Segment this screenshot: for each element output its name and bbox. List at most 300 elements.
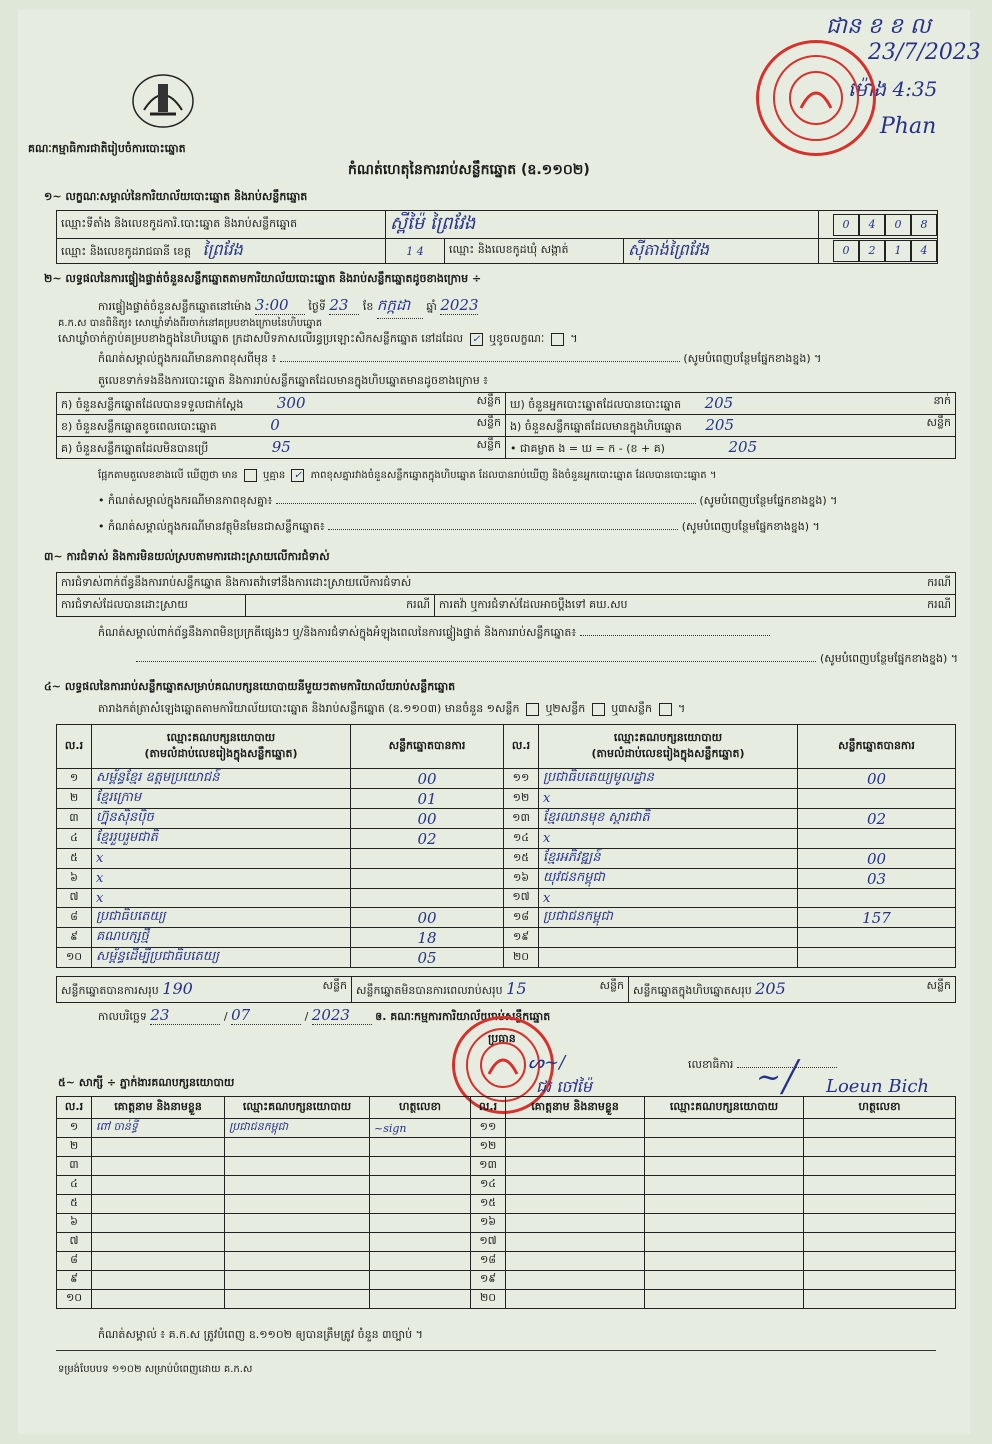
figure-unit: សន្លឹក <box>926 415 951 429</box>
witness-signature <box>370 1157 471 1176</box>
bottom-divider <box>56 1350 936 1351</box>
witness-name <box>506 1214 645 1233</box>
col-sign: ហត្ថលេខា <box>804 1097 956 1119</box>
intact-checkbox[interactable]: ✓ <box>470 333 483 346</box>
row-number: ៤ <box>57 829 92 849</box>
witness-row <box>57 1138 956 1157</box>
figure-value: 0 <box>270 415 280 434</box>
note1-line <box>98 352 958 368</box>
col-party-label: ឈ្មោះគណបក្សនយោបាយ <box>613 730 723 744</box>
witness-party <box>645 1138 804 1157</box>
row-number: ៨ <box>57 1252 92 1271</box>
section3-table <box>56 572 956 617</box>
figure-label: ខ) ចំនួនសន្លឹកឆ្នោតខូចពេលបោះឆ្នោត <box>61 419 217 433</box>
col-no: ល.រ <box>504 725 539 769</box>
witness-party <box>645 1195 804 1214</box>
verify-text: ខែ <box>362 300 374 313</box>
vote-count <box>798 789 956 809</box>
row-number: ៩ <box>57 1271 92 1290</box>
case-label: ករណី <box>927 597 951 611</box>
row-number: ៤ <box>57 1176 92 1195</box>
results-row <box>57 869 956 889</box>
intro-text: តារាងកត់ត្រាសំឡេងឆ្នោតតាមការិយាល័យបោះឆ្នោត និងរាប់សន្លឹកឆ្នោត (ឧ.១១០៣) មានចំនួន ១សន្លឹក <box>98 702 520 715</box>
col-no: ល.រ <box>57 1097 92 1119</box>
page-title: កំណត់ហេតុនៃការរាប់សន្លឹកឆ្នោត (ឧ.១១០២) <box>348 162 590 178</box>
handwritten-time: ម៉ោង 4:35 <box>848 77 938 101</box>
witness-name <box>92 1195 225 1214</box>
total-invalid-label: សន្លឹកឆ្នោតមិនបានការពេលរាប់សរុប <box>356 984 503 997</box>
row-number: ១១ <box>471 1119 506 1138</box>
figures-intro: តួលេខទាក់ទងនឹងការបោះឆ្នោត និងការរាប់សន្លឹកឆ្នោតដែលមានក្នុងហិបឆ្នោតមានដូចខាងក្រោម ៖ <box>98 374 489 387</box>
witness-name: ពៅ ចាន់ទ្ធី <box>92 1119 225 1138</box>
total-box-label: សន្លឹកឆ្នោតក្នុងហិបឆ្នោតសរុប <box>633 984 752 997</box>
row-number: ៣ <box>57 809 92 829</box>
section1-table <box>56 210 938 264</box>
commune-code <box>819 239 938 264</box>
row-number: ១៥ <box>504 849 539 869</box>
col-votes: សន្លឹកឆ្នោតបានការ <box>798 725 956 769</box>
president-label: ប្រធាន <box>488 1032 516 1045</box>
section5-title: ៥~ សាក្សី ÷ ភ្នាក់ងារគណបក្សនយោបាយ <box>58 1076 235 1089</box>
results-row <box>57 928 956 948</box>
witness-name <box>92 1233 225 1252</box>
row-number: ១៨ <box>504 908 539 928</box>
party-name: x <box>539 789 798 809</box>
code-digit: 1 <box>885 240 911 262</box>
section3-note-label: កំណត់សម្គាល់ពាក់ព័ន្ធនឹងភាពមិនប្រក្រតីផ្សេងៗ ឬ/និងការជំទាស់ក្នុងអំឡុងពេលនៃការផ្ទៀងផ្ទាត់ និងការរាប់សន្លឹកឆ្នោត៖ <box>98 626 577 639</box>
row-number: ១៧ <box>471 1233 506 1252</box>
witness-party <box>225 1157 370 1176</box>
official-stamp-top <box>756 40 876 156</box>
witness-name <box>506 1157 645 1176</box>
witness-party <box>225 1195 370 1214</box>
witness-party: ប្រជាជនកម្ពុជា <box>225 1119 370 1138</box>
witness-name <box>92 1271 225 1290</box>
has-discrepancy-checkbox[interactable] <box>244 469 257 482</box>
fill-hint: (សូមបំពេញបន្ថែមផ្នែកខាងខ្នង) ។ <box>681 520 820 533</box>
location-value: ស្ពីម៉ៃ ព្រៃវែង <box>386 211 819 239</box>
handwritten-name: Phan <box>880 114 937 139</box>
code-digit: 8 <box>911 214 937 236</box>
province-cell <box>57 239 386 264</box>
date-day: 23 <box>150 1006 220 1025</box>
row-number: ២០ <box>471 1290 506 1309</box>
row-number: ១៧ <box>504 889 539 908</box>
figure-label: • ជាគម្លាត ង = ឃ = ក - (ខ + គ) <box>510 441 665 455</box>
party-name <box>539 948 798 968</box>
results-table <box>56 724 956 968</box>
witness-row <box>57 1176 956 1195</box>
witness-name <box>92 1214 225 1233</box>
section2-title: ២~ លទ្ធផលនៃការផ្ទៀងផ្ទាត់ចំនួនសន្លឹកឆ្នោតតាមការិយាល័យបោះឆ្នោត និងរាប់សន្លឹកឆ្នោតដូចខាងក្រោម ÷ <box>44 272 482 285</box>
section1-title: ១~ លក្ខណៈសម្គាល់នៃការិយាល័យបោះឆ្នោត និងរាប់សន្លឹកឆ្នោត <box>44 190 308 203</box>
results-row <box>57 789 956 809</box>
date-label: កាលបរិច្ឆេទ <box>98 1010 147 1023</box>
complaint-cell <box>57 573 956 595</box>
figure-cell <box>506 415 956 437</box>
section3-hint-line <box>58 652 958 668</box>
date-year: 2023 <box>312 1006 372 1025</box>
vote-count: 02 <box>798 809 956 829</box>
col-party-sub: (តាមលំដាប់លេខរៀងក្នុងសន្លឹកឆ្នោត) <box>144 746 298 760</box>
vote-count <box>798 928 956 948</box>
section3-note <box>98 626 958 642</box>
totals-table <box>56 976 956 1003</box>
province-label: ឈ្មោះ និងលេខកូដរាជធានី ខេត្ត <box>61 245 191 258</box>
handwritten-date: 23/7/2023 <box>868 40 981 65</box>
witness-name <box>506 1176 645 1195</box>
witness-row <box>57 1233 956 1252</box>
witness-name <box>506 1252 645 1271</box>
code-digit: 2 <box>859 240 885 262</box>
figure-cell <box>506 393 956 415</box>
total-box-cell <box>629 977 956 1003</box>
witness-signature <box>804 1290 956 1309</box>
one-sheet-checkbox[interactable] <box>526 703 539 716</box>
vote-count <box>798 889 956 908</box>
col-party <box>539 725 798 769</box>
row-number: ៥ <box>57 849 92 869</box>
witness-signature <box>370 1195 471 1214</box>
witness-signature <box>804 1119 956 1138</box>
row-number: ១៤ <box>504 829 539 849</box>
witness-row <box>57 1214 956 1233</box>
party-name: ខ្មែររួបរួមជាតិ <box>92 829 351 849</box>
vote-count: 01 <box>351 789 504 809</box>
party-name: ប្រជាជនកម្ពុជា <box>539 908 798 928</box>
row-number: ១៦ <box>471 1214 506 1233</box>
verify-text: សោឃ្លាំចាក់ភ្ជាប់គម្របខាងក្នុងនៃហិបឆ្នោត ក្រដាសបិទភាសលើរន្ធប្រឡោះសិកសន្លឹកឆ្នោត នៅដដែល <box>58 332 464 345</box>
col-party: ឈ្មោះគណបក្សនយោបាយ <box>645 1097 804 1119</box>
witness-signature <box>370 1271 471 1290</box>
witness-signature <box>804 1195 956 1214</box>
president-signature: ᔕ~/ <box>528 1052 566 1073</box>
case-label: ករណី <box>246 595 435 617</box>
row-number: ១១ <box>504 769 539 789</box>
witness-party <box>645 1157 804 1176</box>
witness-row <box>57 1290 956 1309</box>
figure-label: ក) ចំនួនសន្លឹកឆ្នោតដែលបានទទួលជាក់ស្តែង <box>61 397 244 411</box>
witness-party <box>225 1271 370 1290</box>
commission-name: គណៈកម្មាធិការជាតិរៀបចំការបោះឆ្នោត <box>28 142 186 155</box>
party-name: x <box>92 849 351 869</box>
complaint-label: ការជំទាស់ពាក់ព័ន្ធនឹងការរាប់សន្លឹកឆ្នោត និងការតវ៉ាទៅនឹងការដោះស្រាយលើការជំទាស់ <box>61 575 412 589</box>
witness-signature <box>370 1252 471 1271</box>
party-name: ខ្មែរឈានមុខ ស្តារជាតិ <box>539 809 798 829</box>
note1-label: កំណត់សម្គាល់ក្នុងករណីមានភាពខុសពីមុន ៖ <box>98 352 277 365</box>
row-number: ២ <box>57 1138 92 1157</box>
figure-value: 205 <box>704 393 734 412</box>
total-invalid-value: 15 <box>506 979 527 998</box>
figure-label: ង) ចំនួនសន្លឹកឆ្នោតដែលមានក្នុងហិបឆ្នោត <box>510 419 682 433</box>
results-row <box>57 889 956 908</box>
witness-name <box>92 1290 225 1309</box>
party-name: ហ្វ៊ុនស៊ិនប៉ិច <box>92 809 351 829</box>
section3-note-blank2[interactable] <box>136 661 816 662</box>
row-number: ៣ <box>57 1157 92 1176</box>
figure-unit: សន្លឹក <box>476 437 501 451</box>
vote-count: 157 <box>798 908 956 928</box>
verify-time: 3:00 <box>255 296 305 315</box>
row-number: ៥ <box>57 1195 92 1214</box>
unit-label: សន្លឹក <box>926 979 951 992</box>
results-row <box>57 829 956 849</box>
row-number: ១៣ <box>471 1157 506 1176</box>
date-month: 07 <box>231 1006 301 1025</box>
fill-hint: (សូមបំពេញបន្ថែមផ្នែកខាងខ្នង) ។ <box>819 652 958 665</box>
row-number: ៧ <box>57 889 92 908</box>
witness-name <box>506 1138 645 1157</box>
vote-count <box>351 849 504 869</box>
verify-text: ឆ្នាំ <box>426 300 437 313</box>
damaged-checkbox[interactable] <box>551 333 564 346</box>
vote-count <box>798 948 956 968</box>
row-number: ៧ <box>57 1233 92 1252</box>
row-number: ៩ <box>57 928 92 948</box>
code-digit: 0 <box>833 214 859 236</box>
row-number: ១៨ <box>471 1252 506 1271</box>
witness-name <box>506 1271 645 1290</box>
form-page <box>18 10 981 1434</box>
total-invalid-cell <box>352 977 629 1003</box>
witness-row <box>57 1195 956 1214</box>
complaint-row <box>57 595 956 617</box>
witness-signature <box>804 1176 956 1195</box>
verify-text: ការផ្ទៀងផ្ទាត់ចំនួនសន្លឹកឆ្នោតនៅម៉ោង <box>98 300 252 313</box>
figure-cell <box>57 437 506 459</box>
figure-cell <box>506 437 956 459</box>
witness-party <box>645 1233 804 1252</box>
party-name: x <box>92 889 351 908</box>
party-name: គណបក្សថ្មី <box>92 928 351 948</box>
vote-count: 00 <box>351 809 504 829</box>
section5-footnote: កំណត់សម្គាល់ ៖ គ.ក.ស ត្រូវបំពេញ ឧ.១១០២ ឲ្យបានត្រឹមត្រូវ ចំនួន ៣ច្បាប់ ។ <box>98 1328 423 1341</box>
verify-line2: សោឃ្លាំចាក់ភ្ជាប់គម្របខាងក្នុងនៃហិបឆ្នោត ក្រដាសបិទភាសលើរន្ធប្រឡោះសិកសន្លឹកឆ្នោត នៅដដែល ✓ ឬខូចលក្ខណៈ ។ <box>58 332 578 345</box>
col-party: ឈ្មោះគណបក្សនយោបាយ <box>225 1097 370 1119</box>
witness-header <box>57 1097 956 1119</box>
verify-day: 23 <box>329 296 359 315</box>
bullet1-label: • កំណត់សម្គាល់ក្នុងករណីមានភាពខុសគ្នា៖ <box>98 494 273 507</box>
party-name: យុវជនកម្ពុជា <box>539 869 798 889</box>
witness-party <box>645 1176 804 1195</box>
appeal-label: ការតវ៉ា ឬការជំទាស់ដែលអាចប្តឹងទៅ គឃ.សប <box>439 597 628 611</box>
row-number: ១២ <box>504 789 539 809</box>
witness-signature: ~sign <box>370 1119 471 1138</box>
row-number: ១០ <box>57 948 92 968</box>
discrepancy-line <box>98 468 958 483</box>
verify-line1-cont: គ.ក.ស បានពិនិត្យ៖ សោឃ្លាំទាំងពីរចាក់នៅគម្របខាងក្រោមនៃហិបឆ្នោត <box>58 318 323 329</box>
secretary-signature: ~╱ <box>756 1060 800 1095</box>
witness-signature <box>370 1138 471 1157</box>
president-name: ជរ ចៅម៉ៃ <box>536 1077 592 1096</box>
note1-blank[interactable] <box>280 361 680 362</box>
figure-cell <box>57 415 506 437</box>
vote-count <box>351 869 504 889</box>
commune-label: ឈ្មោះ និងលេខកូដឃុំ សង្កាត់ <box>445 239 624 264</box>
figure-label: គ) ចំនួនសន្លឹកឆ្នោតដែលមិនបានប្រើ <box>61 441 209 455</box>
two-sheet-checkbox[interactable] <box>592 703 605 716</box>
figure-label: ឃ) ចំនួនអ្នកបោះឆ្នោតដែលបានបោះឆ្នោត <box>510 397 682 411</box>
three-sheet-checkbox[interactable] <box>659 703 672 716</box>
witness-row <box>57 1119 956 1138</box>
complaint-row <box>57 573 956 595</box>
vote-count: 02 <box>351 829 504 849</box>
row-number: ១៥ <box>471 1195 506 1214</box>
section3-title: ៣~ ការជំទាស់ និងការមិនយល់ស្របតាមការដោះស្រាយលើការជំទាស់ <box>44 550 330 563</box>
case-label: ករណី <box>927 575 951 589</box>
witness-party <box>225 1290 370 1309</box>
verify-text: ឬខូចលក្ខណៈ <box>489 332 545 345</box>
figure-value: 205 <box>705 415 735 434</box>
vote-count: 05 <box>351 948 504 968</box>
results-row <box>57 849 956 869</box>
bullet2-blank[interactable] <box>328 529 678 530</box>
form-footer: ទម្រង់បែបបទ ១១០២ សម្រាប់បំពេញដោយ គ.ក.ស <box>58 1364 253 1375</box>
witness-party <box>225 1252 370 1271</box>
handwritten-note: ជាន ខ ខ ល <box>826 14 931 39</box>
witness-name <box>92 1252 225 1271</box>
row-number: ៦ <box>57 869 92 889</box>
party-name: x <box>539 829 798 849</box>
vote-count: 18 <box>351 928 504 948</box>
witness-signature <box>804 1252 956 1271</box>
col-sign: ហត្ថលេខា <box>370 1097 471 1119</box>
bullet2-label: • កំណត់សម្គាល់ក្នុងករណីមានវត្ថុមិនមែនជាសន្លឹកឆ្នោត៖ <box>98 520 325 533</box>
code-digit: 4 <box>911 240 937 262</box>
row-number: ១៩ <box>504 928 539 948</box>
total-valid-value: 190 <box>162 979 193 998</box>
verify-year: 2023 <box>440 296 479 314</box>
province-value: ព្រៃវែង <box>202 240 243 259</box>
col-votes: សន្លឹកឆ្នោតបានការ <box>351 725 504 769</box>
figures-row <box>57 437 956 459</box>
bullet2-line <box>98 520 958 536</box>
vote-count: 00 <box>798 849 956 869</box>
witness-signature <box>804 1138 956 1157</box>
witness-party <box>225 1176 370 1195</box>
verify-month: កក្កដា <box>377 296 423 319</box>
witness-name <box>506 1290 645 1309</box>
results-header <box>57 725 956 769</box>
unit-label: សន្លឹក <box>599 979 624 992</box>
col-party-sub: (តាមលំដាប់លេខរៀងក្នុងសន្លឹកឆ្នោត) <box>591 746 745 760</box>
witness-signature <box>804 1214 956 1233</box>
witness-signature <box>370 1233 471 1252</box>
vote-count <box>351 889 504 908</box>
witness-name <box>92 1157 225 1176</box>
section4-intro: តារាងកត់ត្រាសំឡេងឆ្នោតតាមការិយាល័យបោះឆ្នោត និងរាប់សន្លឹកឆ្នោត (ឧ.១១០៣) មានចំនួន ១សន្លឹក ឬ២សន្លឹក ឬ៣សន្លឹក ។ <box>98 702 686 715</box>
date-line: កាលបរិច្ឆេទ 23 / 07 / 2023 ឲ. គណៈកម្មការការិយាល័យរាប់សន្លឹកឆ្នោត <box>98 1006 551 1024</box>
party-name: សម្ព័ន្ធខ្មែរ ឧត្តមប្រយោជន៍ <box>92 769 351 789</box>
party-name: x <box>92 869 351 889</box>
row-number: ១៤ <box>471 1176 506 1195</box>
witness-table <box>56 1096 956 1309</box>
verify-text: ថ្ងៃទី <box>308 300 326 313</box>
section4-title: ៤~ លទ្ធផលនៃការរាប់សន្លឹកឆ្នោតសម្រាប់គណបក្សនយោបាយនីមួយៗតាមការិយាល័យរាប់សន្លឹកឆ្នោត <box>44 680 456 693</box>
results-row <box>57 769 956 789</box>
col-name: គោត្តនាម និងនាមខ្លួន <box>92 1097 225 1119</box>
col-no: ល.រ <box>471 1097 506 1119</box>
witness-party <box>645 1271 804 1290</box>
unit-label: សន្លឹក <box>322 979 347 992</box>
bullet1-blank[interactable] <box>276 503 696 504</box>
witness-signature <box>804 1271 956 1290</box>
total-box-value: 205 <box>755 979 786 998</box>
row-number: ១៦ <box>504 869 539 889</box>
witness-row <box>57 1271 956 1290</box>
row-number: ២០ <box>504 948 539 968</box>
discrepancy-text: ភាពខុសគ្នារវាងចំនួនសន្លឹកឆ្នោតក្នុងហិបឆ្នោត ដែលបានរាប់ឃើញ និងចំនួនអ្នកបោះឆ្នោត ដែលបានបោះឆ្នោត ។ <box>310 470 717 481</box>
figure-value: 95 <box>271 437 291 456</box>
results-row <box>57 809 956 829</box>
total-valid-label: សន្លឹកឆ្នោតបានការសរុប <box>61 984 159 997</box>
committee-label: ឲ. គណៈកម្មការការិយាល័យរាប់សន្លឹកឆ្នោត <box>375 1010 551 1023</box>
resolved-cell: ការជំទាស់ដែលបានដោះស្រាយ <box>57 595 246 617</box>
fill-hint: (សូមបំពេញបន្ថែមផ្នែកខាងខ្នង) ។ <box>699 494 838 507</box>
no-discrepancy-checkbox[interactable]: ✓ <box>291 469 304 482</box>
code-digit: 0 <box>885 214 911 236</box>
totals-row <box>56 976 956 1003</box>
witness-party <box>645 1252 804 1271</box>
witness-signature <box>370 1214 471 1233</box>
witness-party <box>645 1290 804 1309</box>
vote-count: 00 <box>351 908 504 928</box>
party-name: សម្ព័ន្ធដើម្បីប្រជាធិបតេយ្យ <box>92 948 351 968</box>
witness-row <box>57 1252 956 1271</box>
national-emblem-icon <box>130 70 196 132</box>
secretary-label: លេខាធិការ <box>688 1058 734 1071</box>
discrepancy-text: ផ្អែកតាមតួលេខខាងលើ ឃើញថា មាន <box>98 470 238 481</box>
code-digit: 4 <box>859 214 885 236</box>
witness-party <box>645 1214 804 1233</box>
witness-party <box>225 1214 370 1233</box>
figures-table <box>56 392 956 459</box>
vote-count <box>798 829 956 849</box>
figure-unit: សន្លឹក <box>476 415 501 429</box>
witness-name <box>92 1176 225 1195</box>
party-name <box>539 928 798 948</box>
row-number: ៦ <box>57 1214 92 1233</box>
witness-signature <box>370 1290 471 1309</box>
bullet1-line <box>98 494 958 510</box>
col-no: ល.រ <box>57 725 92 769</box>
row-number: ១ <box>57 1119 92 1138</box>
discrepancy-text: ឬគ្មាន <box>263 470 286 481</box>
commune-value: ស៊ីតាង់ព្រៃវែង <box>624 239 819 264</box>
row-number: ១ <box>57 769 92 789</box>
results-row <box>57 908 956 928</box>
witness-party <box>225 1233 370 1252</box>
witness-name <box>506 1119 645 1138</box>
party-name: ប្រជាធិបតេយ្យ <box>92 908 351 928</box>
witness-party <box>225 1138 370 1157</box>
location-code <box>819 211 938 239</box>
row-number: ១៩ <box>471 1271 506 1290</box>
fill-hint: (សូមបំពេញបន្ថែមផ្នែកខាងខ្នង) ។ <box>683 352 822 365</box>
row-number: ៨ <box>57 908 92 928</box>
figures-row <box>57 415 956 437</box>
figure-unit: សន្លឹក <box>476 393 501 407</box>
col-party-label: ឈ្មោះគណបក្សនយោបាយ <box>166 730 276 744</box>
total-valid-cell <box>57 977 352 1003</box>
row-number: ១០ <box>57 1290 92 1309</box>
figure-unit: នាក់ <box>933 393 951 407</box>
intro-text: ឬ៣សន្លឹក <box>611 702 653 715</box>
vote-count: 03 <box>798 869 956 889</box>
province-code: 1 4 <box>386 239 445 264</box>
section3-note-blank[interactable] <box>580 635 770 636</box>
col-party <box>92 725 351 769</box>
